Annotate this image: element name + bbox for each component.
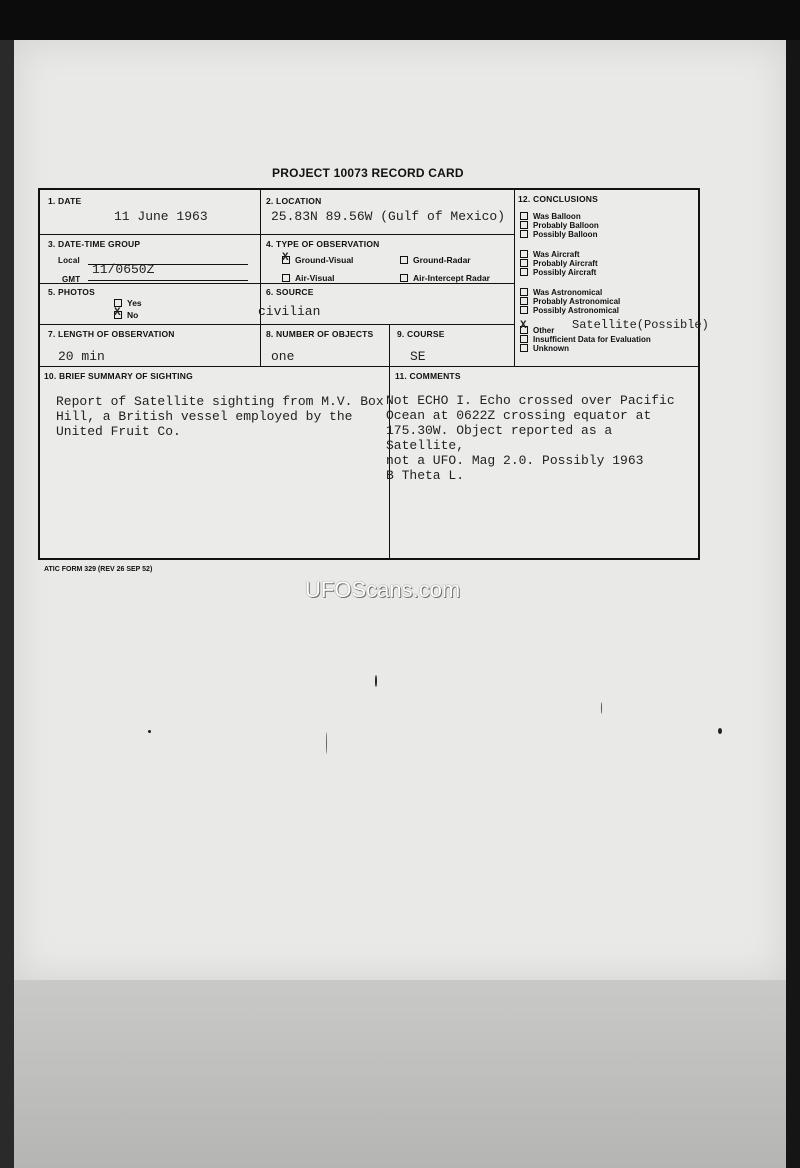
date-label: 1. DATE xyxy=(48,196,82,206)
checkbox-icon xyxy=(520,268,528,276)
option-air-intercept: Air-Intercept Radar xyxy=(400,273,490,283)
checkbox-icon xyxy=(520,230,528,238)
checkbox-icon xyxy=(520,288,528,296)
checkbox-checked-icon xyxy=(282,256,290,264)
option-ground-visual: XGround-Visual xyxy=(282,255,353,265)
comments-line: Not ECHO I. Echo crossed over Pacific xyxy=(386,393,675,408)
divider xyxy=(40,234,514,235)
scan-speck xyxy=(148,730,151,733)
divider xyxy=(40,366,698,367)
checkbox-icon xyxy=(114,299,122,307)
form-number: ATIC FORM 329 (REV 26 SEP 52) xyxy=(44,566,153,573)
divider xyxy=(514,190,515,366)
source-label: 6. SOURCE xyxy=(266,287,314,297)
checkbox-checked-icon xyxy=(520,326,528,334)
checkbox-checked-icon xyxy=(114,311,122,319)
comments-line: 175.30W. Object reported as a Satellite, xyxy=(386,423,613,453)
checkbox-icon xyxy=(400,256,408,264)
location-label: 2. LOCATION xyxy=(266,196,322,206)
scan-border-top xyxy=(0,0,800,40)
location-value: 25.83N 89.56W (Gulf of Mexico) xyxy=(271,209,506,224)
comments-text xyxy=(386,393,698,483)
summary-line: Hill, a British vessel employed by the xyxy=(56,409,353,424)
checkbox-icon xyxy=(520,297,528,305)
option-photos-no: XNo xyxy=(114,310,138,320)
scan-speck xyxy=(326,732,327,754)
dtg-gmt-line xyxy=(88,280,248,281)
conclusions-other: XOther Satellite(Possible) Insufficient Data for Evaluation Unknown xyxy=(520,326,651,354)
summary-label: 10. BRIEF SUMMARY OF SIGHTING xyxy=(44,371,193,381)
source-value: civilian xyxy=(258,304,321,319)
scan-speck xyxy=(375,675,377,687)
comments-line: B Theta L. xyxy=(386,468,465,483)
card-title: PROJECT 10073 RECORD CARD xyxy=(272,166,464,180)
dtg-local-label: Local xyxy=(58,256,80,265)
num-objects-value: one xyxy=(271,349,295,364)
other-value: Satellite(Possible) xyxy=(572,318,709,332)
summary-line: United Fruit Co. xyxy=(56,424,181,439)
conclusions-balloon: Was Balloon Probably Balloon Possibly Balloon xyxy=(520,212,599,240)
checkbox-icon xyxy=(520,221,528,229)
divider xyxy=(40,324,514,325)
option-ground-radar: Ground-Radar xyxy=(400,255,471,265)
conclusions-astronomical: Was Astronomical Probably Astronomical Possibly Astronomical xyxy=(520,288,620,316)
option-photos-yes: Yes xyxy=(114,298,142,308)
checkbox-icon xyxy=(400,274,408,282)
summary-text xyxy=(56,394,384,439)
photos-label: 5. PHOTOS xyxy=(48,287,95,297)
comments-line: not a UFO. Mag 2.0. Possibly 1963 xyxy=(386,453,644,468)
divider xyxy=(260,190,261,366)
checkbox-icon xyxy=(520,212,528,220)
checkbox-icon xyxy=(520,344,528,352)
length-label: 7. LENGTH OF OBSERVATION xyxy=(48,329,175,339)
option-air-visual: Air-Visual xyxy=(282,273,335,283)
checkbox-icon xyxy=(520,259,528,267)
comments-line: Ocean at 0622Z crossing equator at xyxy=(386,408,652,423)
dtg-gmt-value: 11/0650Z xyxy=(92,262,155,277)
checkbox-icon xyxy=(520,335,528,343)
scan-speck xyxy=(718,728,722,734)
checkbox-icon xyxy=(520,306,528,314)
record-card xyxy=(38,188,700,560)
conclusions-aircraft: Was Aircraft Probably Aircraft Possibly Aircraft xyxy=(520,250,598,278)
dtg-label: 3. DATE-TIME GROUP xyxy=(48,239,141,249)
scan-speck xyxy=(601,702,602,714)
conclusions-label: 12. CONCLUSIONS xyxy=(518,194,598,204)
comments-label: 11. COMMENTS xyxy=(395,371,461,381)
course-label: 9. COURSE xyxy=(397,329,445,339)
dtg-gmt-label: GMT xyxy=(62,275,81,284)
course-value: SE xyxy=(410,349,426,364)
watermark: UFOScans.com xyxy=(305,577,461,602)
document-sheet-lower xyxy=(14,980,786,1168)
divider xyxy=(40,283,514,284)
summary-line: Report of Satellite sighting from M.V. Box xyxy=(56,394,384,409)
scan-border-left xyxy=(0,40,14,1168)
num-objects-label: 8. NUMBER OF OBJECTS xyxy=(266,329,374,339)
scan-border-right xyxy=(786,40,800,1168)
length-value: 20 min xyxy=(58,349,105,364)
checkbox-icon xyxy=(520,250,528,258)
checkbox-icon xyxy=(282,274,290,282)
type-obs-label: 4. TYPE OF OBSERVATION xyxy=(266,239,380,249)
date-value: 11 June 1963 xyxy=(114,209,208,224)
